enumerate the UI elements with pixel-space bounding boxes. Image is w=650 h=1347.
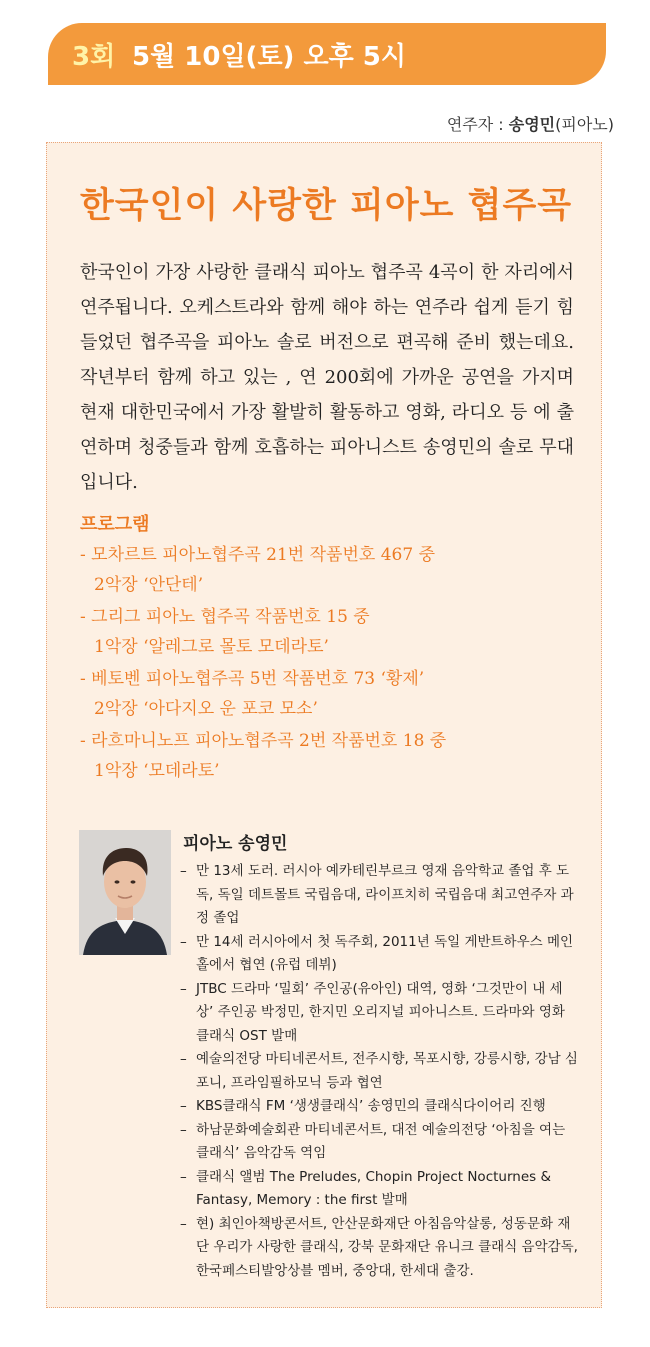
performer-name: 송영민 (508, 115, 556, 134)
bio-name: 피아노 송영민 (183, 834, 288, 854)
program-item (80, 726, 580, 786)
program-movement: 1악장 ‘모데라토’ (94, 761, 220, 781)
bio-item: – KBS클래식 FM ‘생생클래식’ 송영민의 클래식다이어리 진행 (180, 1095, 578, 1119)
performer-role: (피아노) (555, 115, 614, 134)
bio-item-text: JTBC 드라마 ‘밀회’ 주인공(유아인) 대역, 영화 ‘그것만이 내 세상’ 주인공 박정민, 한지민 오리지널 피아니스트. 드라마와 영화 클래식 OST 발매 (196, 980, 565, 1044)
session-datetime: 5월 10일(토) 오후 5시 (132, 42, 406, 72)
program-piece: - 베토벤 피아노협주곡 5번 작품번호 73 ‘황제’ (80, 669, 425, 689)
bio-item-text: 하남문화예술회관 마티네콘서트, 대전 예술의전당 ‘아침을 여는 클래식’ 음악감독 역임 (196, 1121, 566, 1161)
program-piece: - 그리그 피아노 협주곡 작품번호 15 중 (80, 607, 370, 627)
program-heading: 프로그램 (80, 514, 150, 535)
bio-item: – JTBC 드라마 ‘밀회’ 주인공(유아인) 대역, 영화 ‘그것만이 내 세상’ 주인공 박정민, 한지민 오리지널 피아니스트. 드라마와 영화 클래식 OST 발매 (180, 978, 578, 1049)
program-item (80, 540, 580, 600)
program-item (80, 664, 580, 724)
bio-item: – 만 13세 도러. 러시아 예카테린부르크 영재 음악학교 졸업 후 도독, 독일 데트몰트 국립음대, 라이프치히 국립음대 최고연주자 과정 졸업 (180, 860, 578, 931)
bio-item: – 하남문화예술회관 마티네콘서트, 대전 예술의전당 ‘아침을 여는 클래식’ 음악감독 역임 (180, 1119, 578, 1166)
bio-item-text: 예술의전당 마티네콘서트, 전주시향, 목포시향, 강릉시향, 강남 심포니, 프라임필하모닉 등과 협연 (196, 1051, 578, 1091)
program-movement: 2악장 ‘안단테’ (94, 575, 204, 595)
program-list (80, 540, 580, 788)
bio-item-text: 클래식 앨범 The Preludes, Chopin Project Nocturnes & Fantasy, Memory : the first 발매 (196, 1168, 551, 1208)
bio-list (180, 860, 578, 1283)
bio-item-text: 만 14세 러시아에서 첫 독주회, 2011년 독일 게반트하우스 메인홀에서 협연 (유럽 데뷔) (196, 933, 574, 973)
concert-title: 한국인이 사랑한 피아노 협주곡 (80, 185, 573, 226)
bio-item: – 클래식 앨범 The Preludes, Chopin Project Nocturnes & Fantasy, Memory : the first 발매 (180, 1166, 578, 1213)
session-number: 3회 (72, 42, 116, 72)
performer-label: 연주자 : (446, 115, 509, 134)
performer-line (447, 112, 614, 135)
bio-item-text: 만 13세 도러. 러시아 예카테린부르크 영재 음악학교 졸업 후 도독, 독일 데트몰트 국립음대, 라이프치히 국립음대 최고연주자 과정 졸업 (196, 863, 574, 926)
program-movement: 1악장 ‘알레그로 몰토 모데라토’ (94, 637, 329, 657)
bio-item: – 예술의전당 마티네콘서트, 전주시향, 목포시향, 강릉시향, 강남 심포니, 프라임필하모닉 등과 협연 (180, 1048, 578, 1095)
concert-description: 한국인이 가장 사랑한 클래식 피아노 협주곡 4곡이 한 자리에서 연주됩니다. 오케스트라와 함께 해야 하는 연주라 쉽게 듣기 힘들었던 협주곡을 피아노 솔로 버전으로 편곡해 준비 했는데요. 작년부터 함께 하고 있는 , 연 200회에 가까운 공연을 가지며 현재 대한민국에서 가장 활발히 활동하고 영화, 라디오 등 에 출연하며 청중들과 함께 호흡하는 피아니스트 송영민의 솔로 무대입니다. (80, 262, 574, 493)
program-piece: - 라흐마니노프 피아노협주곡 2번 작품번호 18 중 (80, 731, 447, 751)
program-item (80, 602, 580, 662)
program-piece: - 모차르트 피아노협주곡 21번 작품번호 467 중 (80, 545, 435, 565)
pianist-portrait-icon (79, 830, 171, 955)
program-movement: 2악장 ‘아다지오 운 포코 모소’ (94, 699, 318, 719)
pianist-photo (79, 830, 171, 955)
bio-item: – 현) 최인아책방콘서트, 안산문화재단 아침음악살롱, 성동문화 재단 우리가 사랑한 클래식, 강북 문화재단 유니크 클래식 음악감독, 한국페스티발앙상블 멤버, 중앙대, 한세대 출강. (180, 1213, 578, 1284)
bio-item-text: KBS클래식 FM ‘생생클래식’ 송영민의 클래식다이어리 진행 (196, 1098, 546, 1114)
bio-item: – 만 14세 러시아에서 첫 독주회, 2011년 독일 게반트하우스 메인홀에서 협연 (유럽 데뷔) (180, 931, 578, 978)
bio-item-text: 현) 최인아책방콘서트, 안산문화재단 아침음악살롱, 성동문화 재단 우리가 사랑한 클래식, 강북 문화재단 유니크 클래식 음악감독, 한국페스티발앙상블 멤버, 중앙대, 한세대 출강. (196, 1215, 578, 1279)
